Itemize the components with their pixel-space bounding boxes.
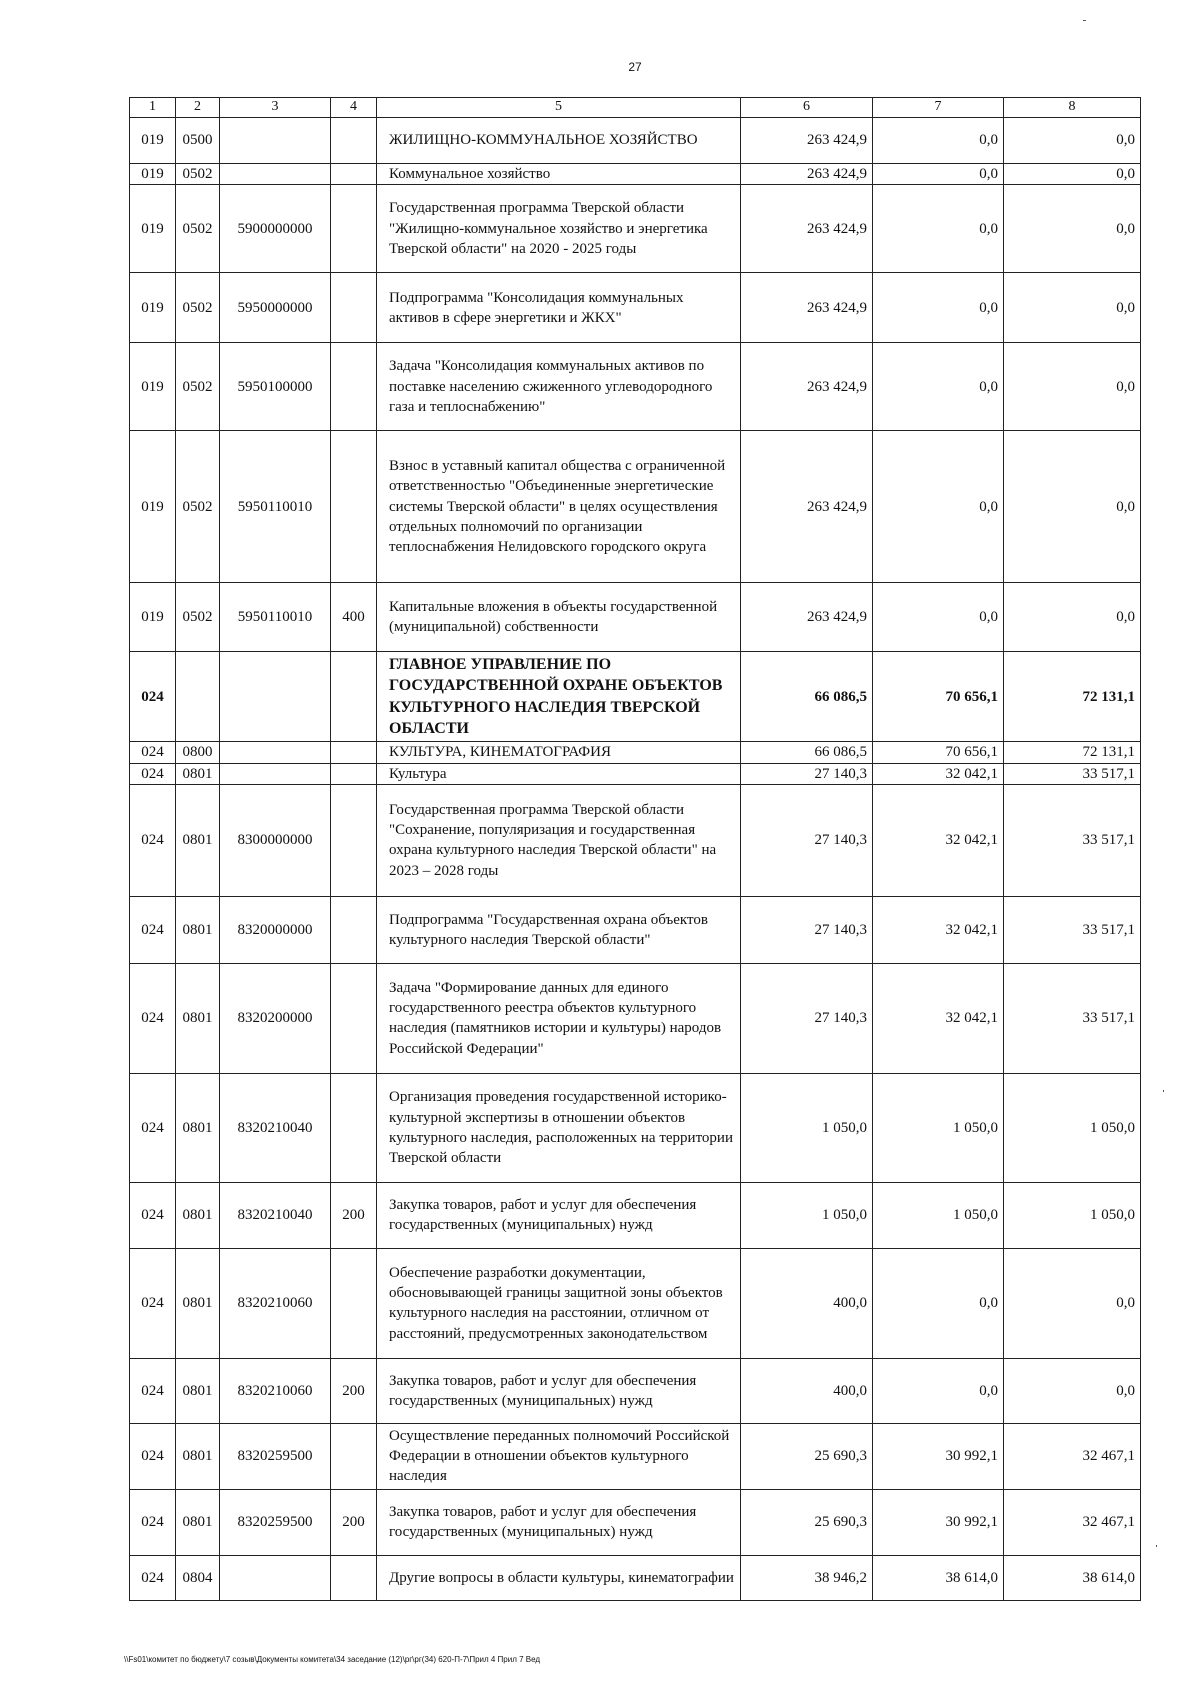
cell-col-7: 32 042,1	[873, 963, 1004, 1073]
cell-col-4	[331, 763, 377, 784]
cell-col-3: 8320259500	[220, 1489, 331, 1555]
cell-col-6: 400,0	[741, 1358, 873, 1423]
cell-col-1: 024	[130, 1073, 176, 1182]
cell-col-4	[331, 164, 377, 185]
cell-col-2: 0800	[176, 742, 220, 763]
cell-col-5: Культура	[377, 763, 741, 784]
table-row	[130, 763, 1141, 784]
cell-col-5: КУЛЬТУРА, КИНЕМАТОГРАФИЯ	[377, 742, 741, 763]
cell-col-3	[220, 164, 331, 185]
cell-col-2: 0502	[176, 431, 220, 583]
table-row	[130, 1358, 1141, 1423]
cell-col-6: 25 690,3	[741, 1489, 873, 1555]
cell-col-4	[331, 742, 377, 763]
cell-col-3: 8320259500	[220, 1423, 331, 1489]
cell-col-2: 0502	[176, 583, 220, 652]
header-col-1: 1	[130, 98, 176, 118]
cell-col-7: 0,0	[873, 164, 1004, 185]
cell-col-8: 0,0	[1004, 164, 1141, 185]
cell-col-8: 33 517,1	[1004, 896, 1141, 963]
table-header-row	[130, 98, 1141, 118]
cell-col-7: 32 042,1	[873, 896, 1004, 963]
cell-col-6: 25 690,3	[741, 1423, 873, 1489]
scan-mark	[1083, 20, 1086, 21]
table-row	[130, 742, 1141, 763]
cell-col-2: 0801	[176, 1358, 220, 1423]
table-row	[130, 431, 1141, 583]
cell-col-3	[220, 763, 331, 784]
cell-col-7: 0,0	[873, 1358, 1004, 1423]
cell-col-4	[331, 896, 377, 963]
cell-col-5: Задача "Формирование данных для единого государственного реестра объектов культурного наследия (памятников истории и культуры) народов Российской Федерации"	[377, 963, 741, 1073]
cell-col-5: Государственная программа Тверской области "Сохранение, популяризация и государственная охрана культурного наследия Тверской области" на 2023 – 2028 годы	[377, 784, 741, 896]
cell-col-4	[331, 431, 377, 583]
cell-col-2: 0801	[176, 896, 220, 963]
cell-col-8: 32 467,1	[1004, 1489, 1141, 1555]
cell-col-6: 66 086,5	[741, 742, 873, 763]
cell-col-5: Задача "Консолидация коммунальных активов по поставке населению сжиженного углеводородного газа и теплоснабжению"	[377, 343, 741, 431]
cell-col-8: 0,0	[1004, 185, 1141, 273]
cell-col-2: 0801	[176, 1182, 220, 1248]
cell-col-1: 024	[130, 784, 176, 896]
cell-col-6: 27 140,3	[741, 896, 873, 963]
cell-col-6: 38 946,2	[741, 1555, 873, 1600]
table-row	[130, 1182, 1141, 1248]
cell-col-4: 200	[331, 1358, 377, 1423]
header-col-5: 5	[377, 98, 741, 118]
cell-col-2: 0502	[176, 273, 220, 343]
table-row	[130, 963, 1141, 1073]
cell-col-2: 0502	[176, 185, 220, 273]
cell-col-3: 5950100000	[220, 343, 331, 431]
cell-col-8: 0,0	[1004, 1248, 1141, 1358]
cell-col-7: 32 042,1	[873, 784, 1004, 896]
cell-col-8: 33 517,1	[1004, 784, 1141, 896]
cell-col-1: 019	[130, 431, 176, 583]
cell-col-7: 0,0	[873, 185, 1004, 273]
cell-col-8: 0,0	[1004, 273, 1141, 343]
cell-col-3	[220, 742, 331, 763]
cell-col-2	[176, 652, 220, 742]
cell-col-5: Подпрограмма "Государственная охрана объектов культурного наследия Тверской области"	[377, 896, 741, 963]
cell-col-6: 1 050,0	[741, 1182, 873, 1248]
cell-col-1: 024	[130, 1358, 176, 1423]
cell-col-6: 1 050,0	[741, 1073, 873, 1182]
table-row	[130, 343, 1141, 431]
header-col-6: 6	[741, 98, 873, 118]
table-row	[130, 185, 1141, 273]
cell-col-2: 0801	[176, 1489, 220, 1555]
cell-col-4	[331, 118, 377, 164]
cell-col-8: 0,0	[1004, 343, 1141, 431]
cell-col-5: Обеспечение разработки документации, обосновывающей границы защитной зоны объектов культурного наследия на расстоянии, отличном от расстояний, предусмотренных законодательством	[377, 1248, 741, 1358]
cell-col-7: 30 992,1	[873, 1489, 1004, 1555]
cell-col-5: Закупка товаров, работ и услуг для обеспечения государственных (муниципальных) нужд	[377, 1358, 741, 1423]
cell-col-4	[331, 784, 377, 896]
table-row	[130, 652, 1141, 742]
cell-col-1: 019	[130, 273, 176, 343]
cell-col-8: 1 050,0	[1004, 1073, 1141, 1182]
cell-col-7: 70 656,1	[873, 742, 1004, 763]
cell-col-2: 0801	[176, 784, 220, 896]
table-row	[130, 273, 1141, 343]
scan-mark	[1163, 1090, 1164, 1092]
cell-col-8: 72 131,1	[1004, 742, 1141, 763]
table-row	[130, 896, 1141, 963]
cell-col-4: 200	[331, 1489, 377, 1555]
cell-col-6: 263 424,9	[741, 343, 873, 431]
cell-col-1: 024	[130, 963, 176, 1073]
cell-col-4: 400	[331, 583, 377, 652]
cell-col-1: 024	[130, 742, 176, 763]
cell-col-5: Осуществление переданных полномочий Российской Федерации в отношении объектов культурного наследия	[377, 1423, 741, 1489]
cell-col-7: 0,0	[873, 343, 1004, 431]
table-body	[130, 118, 1141, 1601]
cell-col-2: 0801	[176, 1423, 220, 1489]
cell-col-6: 263 424,9	[741, 431, 873, 583]
cell-col-8: 0,0	[1004, 583, 1141, 652]
cell-col-1: 024	[130, 1248, 176, 1358]
cell-col-7: 38 614,0	[873, 1555, 1004, 1600]
cell-col-4	[331, 1073, 377, 1182]
header-col-7: 7	[873, 98, 1004, 118]
cell-col-6: 400,0	[741, 1248, 873, 1358]
cell-col-1: 024	[130, 1423, 176, 1489]
cell-col-7: 0,0	[873, 583, 1004, 652]
cell-col-5: Взнос в уставный капитал общества с ограниченной ответственностью "Объединенные энергетические системы Тверской области" в целях осуществления отдельных полномочий по организации теплоснабжения Нелидовского городского округа	[377, 431, 741, 583]
cell-col-3: 5950000000	[220, 273, 331, 343]
cell-col-8: 38 614,0	[1004, 1555, 1141, 1600]
cell-col-7: 1 050,0	[873, 1073, 1004, 1182]
table-row	[130, 583, 1141, 652]
cell-col-6: 263 424,9	[741, 583, 873, 652]
cell-col-4	[331, 273, 377, 343]
cell-col-8: 33 517,1	[1004, 963, 1141, 1073]
cell-col-7: 0,0	[873, 1248, 1004, 1358]
header-col-3: 3	[220, 98, 331, 118]
cell-col-8: 1 050,0	[1004, 1182, 1141, 1248]
cell-col-6: 27 140,3	[741, 963, 873, 1073]
cell-col-2: 0502	[176, 164, 220, 185]
cell-col-8: 33 517,1	[1004, 763, 1141, 784]
table-row	[130, 1555, 1141, 1600]
cell-col-3: 5950110010	[220, 583, 331, 652]
cell-col-7: 0,0	[873, 431, 1004, 583]
cell-col-6: 263 424,9	[741, 273, 873, 343]
cell-col-5: Другие вопросы в области культуры, кинематографии	[377, 1555, 741, 1600]
header-col-2: 2	[176, 98, 220, 118]
cell-col-5: ГЛАВНОЕ УПРАВЛЕНИЕ ПО ГОСУДАРСТВЕННОЙ ОХРАНЕ ОБЪЕКТОВ КУЛЬТУРНОГО НАСЛЕДИЯ ТВЕРСКОЙ ОБЛАСТИ	[377, 652, 741, 742]
cell-col-2: 0502	[176, 343, 220, 431]
cell-col-1: 019	[130, 185, 176, 273]
cell-col-5: Закупка товаров, работ и услуг для обеспечения государственных (муниципальных) нужд	[377, 1489, 741, 1555]
cell-col-7: 0,0	[873, 118, 1004, 164]
cell-col-1: 019	[130, 118, 176, 164]
cell-col-4	[331, 652, 377, 742]
cell-col-5: Капитальные вложения в объекты государственной (муниципальной) собственности	[377, 583, 741, 652]
cell-col-3: 8320210060	[220, 1248, 331, 1358]
cell-col-6: 263 424,9	[741, 164, 873, 185]
table-row	[130, 1073, 1141, 1182]
cell-col-3: 5950110010	[220, 431, 331, 583]
cell-col-2: 0801	[176, 763, 220, 784]
cell-col-6: 27 140,3	[741, 784, 873, 896]
cell-col-8: 0,0	[1004, 118, 1141, 164]
cell-col-7: 32 042,1	[873, 763, 1004, 784]
cell-col-3: 8320210060	[220, 1358, 331, 1423]
cell-col-5: Государственная программа Тверской области "Жилищно-коммунальное хозяйство и энергетика Тверской области" на 2020 - 2025 годы	[377, 185, 741, 273]
cell-col-8: 72 131,1	[1004, 652, 1141, 742]
cell-col-6: 263 424,9	[741, 185, 873, 273]
table-row	[130, 164, 1141, 185]
cell-col-4	[331, 1248, 377, 1358]
cell-col-4: 200	[331, 1182, 377, 1248]
scan-mark	[1156, 1545, 1157, 1547]
cell-col-2: 0500	[176, 118, 220, 164]
cell-col-2: 0804	[176, 1555, 220, 1600]
cell-col-5: Коммунальное хозяйство	[377, 164, 741, 185]
cell-col-4	[331, 963, 377, 1073]
header-col-4: 4	[331, 98, 377, 118]
cell-col-5: Подпрограмма "Консолидация коммунальных активов в сфере энергетики и ЖКХ"	[377, 273, 741, 343]
cell-col-1: 024	[130, 1182, 176, 1248]
page-number: 27	[628, 60, 642, 74]
cell-col-8: 32 467,1	[1004, 1423, 1141, 1489]
cell-col-1: 019	[130, 583, 176, 652]
header-col-8: 8	[1004, 98, 1141, 118]
cell-col-1: 024	[130, 652, 176, 742]
cell-col-3: 5900000000	[220, 185, 331, 273]
cell-col-5: ЖИЛИЩНО-КОММУНАЛЬНОЕ ХОЗЯЙСТВО	[377, 118, 741, 164]
cell-col-4	[331, 343, 377, 431]
budget-table	[129, 97, 1141, 1601]
cell-col-3: 8300000000	[220, 784, 331, 896]
footer-file-path: \\Fs01\комитет по бюджету\7 созыв\Документы комитета\34 заседание (12)\рг\рг(34) 620-П-7\Прил 4 Прил 7 Вед	[124, 1655, 541, 1664]
cell-col-2: 0801	[176, 1248, 220, 1358]
cell-col-3: 8320000000	[220, 896, 331, 963]
table-row	[130, 784, 1141, 896]
cell-col-3	[220, 1555, 331, 1600]
table-row	[130, 1423, 1141, 1489]
cell-col-3: 8320200000	[220, 963, 331, 1073]
cell-col-5: Закупка товаров, работ и услуг для обеспечения государственных (муниципальных) нужд	[377, 1182, 741, 1248]
cell-col-4	[331, 185, 377, 273]
cell-col-7: 70 656,1	[873, 652, 1004, 742]
cell-col-1: 024	[130, 896, 176, 963]
cell-col-1: 024	[130, 763, 176, 784]
cell-col-3: 8320210040	[220, 1073, 331, 1182]
cell-col-6: 263 424,9	[741, 118, 873, 164]
cell-col-7: 30 992,1	[873, 1423, 1004, 1489]
table-row	[130, 118, 1141, 164]
cell-col-3: 8320210040	[220, 1182, 331, 1248]
cell-col-1: 019	[130, 343, 176, 431]
cell-col-1: 019	[130, 164, 176, 185]
cell-col-3	[220, 652, 331, 742]
table-row	[130, 1248, 1141, 1358]
cell-col-5: Организация проведения государственной историко-культурной экспертизы в отношении объектов культурного наследия, расположенных на территории Тверской области	[377, 1073, 741, 1182]
table-row	[130, 1489, 1141, 1555]
cell-col-3	[220, 118, 331, 164]
cell-col-8: 0,0	[1004, 1358, 1141, 1423]
cell-col-4	[331, 1555, 377, 1600]
cell-col-7: 1 050,0	[873, 1182, 1004, 1248]
cell-col-7: 0,0	[873, 273, 1004, 343]
cell-col-6: 66 086,5	[741, 652, 873, 742]
cell-col-2: 0801	[176, 963, 220, 1073]
cell-col-4	[331, 1423, 377, 1489]
cell-col-2: 0801	[176, 1073, 220, 1182]
cell-col-1: 024	[130, 1489, 176, 1555]
cell-col-8: 0,0	[1004, 431, 1141, 583]
cell-col-1: 024	[130, 1555, 176, 1600]
cell-col-6: 27 140,3	[741, 763, 873, 784]
